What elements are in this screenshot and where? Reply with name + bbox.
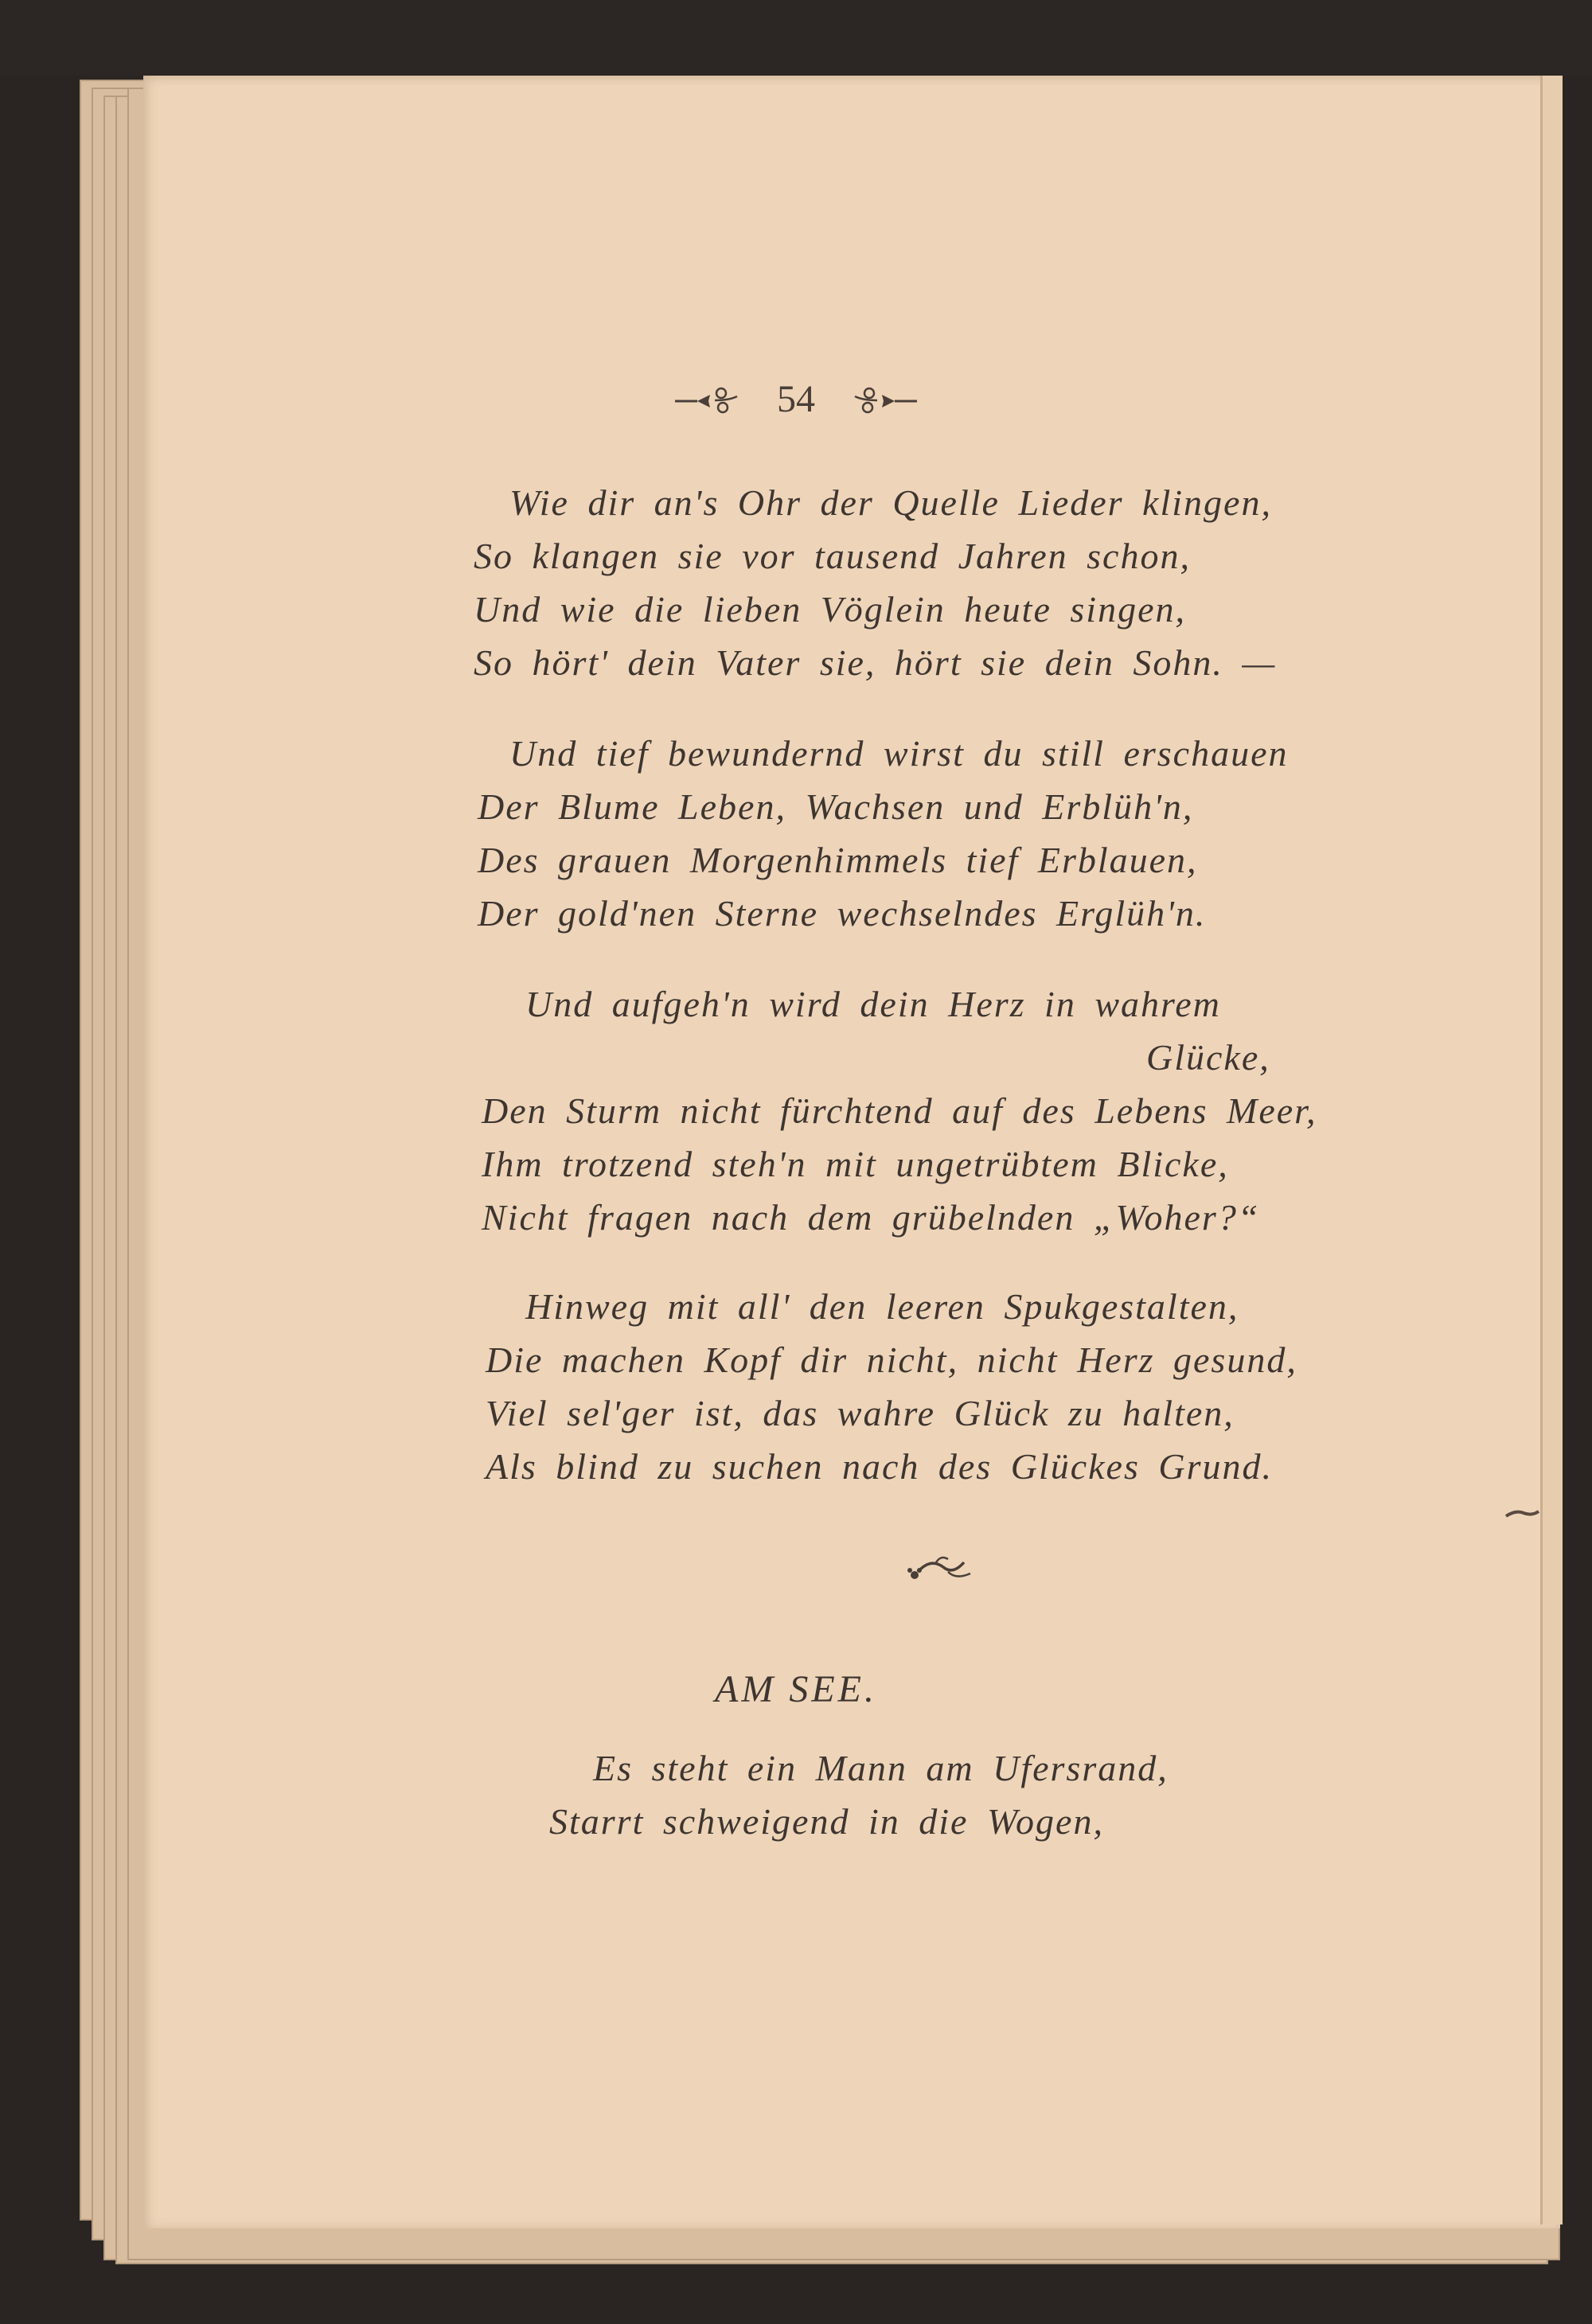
ink-smudge-icon bbox=[1504, 1508, 1540, 1519]
poem-line: Und wie die lieben Vöglein heute singen, bbox=[474, 589, 1186, 630]
poem-line: Viel sel'ger ist, das wahre Glück zu halten, bbox=[486, 1393, 1235, 1433]
poem-title: AM SEE. bbox=[715, 1668, 877, 1710]
page-number: 54 bbox=[777, 378, 815, 421]
poem-line: Es steht ein Mann am Ufersrand, bbox=[593, 1748, 1169, 1788]
poem-line: Die machen Kopf dir nicht, nicht Herz gesund, bbox=[486, 1339, 1297, 1380]
fleuron-divider-icon bbox=[903, 1548, 975, 1588]
poem-line: Nicht fragen nach dem grübelnden „Woher?“ bbox=[482, 1197, 1260, 1238]
poem-line: Als blind zu suchen nach des Glückes Grund. bbox=[486, 1446, 1273, 1487]
poem-line: So klangen sie vor tausend Jahren schon, bbox=[474, 536, 1191, 576]
poem-line: Wie dir an's Ohr der Quelle Lieder klingen, bbox=[509, 482, 1272, 523]
poem-line: Hinweg mit all' den leeren Spukgestalten, bbox=[525, 1286, 1239, 1327]
poem-line: Starrt schweigend in die Wogen, bbox=[549, 1801, 1104, 1842]
poem-line: Der Blume Leben, Wachsen und Erblüh'n, bbox=[478, 786, 1194, 827]
poem-line: Der gold'nen Sterne wechselndes Erglüh'n. bbox=[478, 893, 1207, 934]
poem-line: Ihm trotzend steh'n mit ungetrübtem Blicke, bbox=[482, 1144, 1229, 1184]
poem-line: Und tief bewundernd wirst du still erschauen bbox=[509, 733, 1289, 774]
poem-line: So hört' dein Vater sie, hört sie dein Sohn. — bbox=[474, 642, 1277, 683]
poem-line: Den Sturm nicht fürchtend auf des Lebens Meer, bbox=[482, 1090, 1317, 1131]
poem-line: Glücke, bbox=[1146, 1037, 1270, 1078]
poem-line: Und aufgeh'n wird dein Herz in wahrem bbox=[525, 984, 1221, 1024]
poem-line: Des grauen Morgenhimmels tief Erblauen, bbox=[478, 840, 1198, 880]
